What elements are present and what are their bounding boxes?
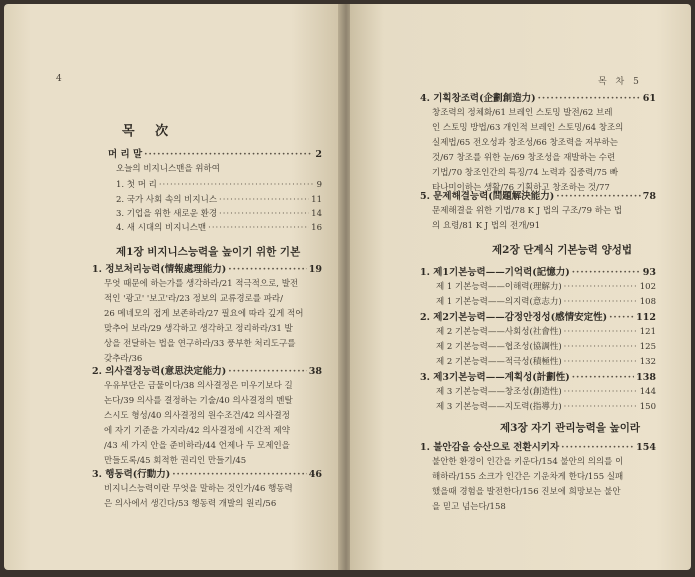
toc-entry-label: 제 2 기본능력——사회성(社會性) bbox=[436, 327, 562, 337]
leader-dots bbox=[219, 210, 309, 219]
toc-entry-page: 121 bbox=[639, 327, 656, 337]
toc-entry-label: 제 3 기본능력——지도력(指導力) bbox=[436, 402, 562, 412]
s3-body-line: 은 의사에서 생긴다/53 행동력 개발의 원리/56 bbox=[104, 499, 277, 509]
leader-dots bbox=[556, 192, 640, 202]
toc-entry-ch2-3[interactable] bbox=[420, 373, 656, 383]
leader-dots bbox=[228, 367, 306, 377]
toc-entry-intro-3[interactable] bbox=[116, 210, 322, 219]
toc-entry-label: 1. 첫 머 리 bbox=[116, 180, 157, 190]
toc-entry-page: 14 bbox=[311, 209, 322, 219]
s6-body-line: 했을때 경험을 발전한다/156 진보에 희망보는 불안 bbox=[432, 487, 621, 497]
toc-entry-ch2-3a[interactable] bbox=[436, 388, 656, 397]
toc-entry-s2[interactable] bbox=[92, 367, 322, 377]
s4-body-line: 것/67 창조를 위한 눈/69 창조성을 재발하는 수련 bbox=[432, 153, 616, 163]
s3-body-line: 비지니스능력이란 무엇을 말하는 것인가/46 행동력 bbox=[104, 484, 293, 494]
s2-body-line: 에 자기 기준을 가지라/42 의사결정에 시간적 제약 bbox=[104, 426, 290, 436]
s2-body-line: 스시도 형성/40 의사결정의 원수조건/42 의사결정 bbox=[104, 411, 290, 421]
toc-entry-intro-4[interactable] bbox=[116, 224, 322, 233]
s1-body-line: 26 메네모의 접게 보존하라/27 필요에 따라 깊게 적어 bbox=[104, 309, 304, 319]
toc-entry-label: 1. 불안감을 승산으로 전환시키자 bbox=[420, 442, 560, 453]
leader-dots bbox=[228, 265, 306, 275]
toc-entry-s1[interactable] bbox=[92, 265, 322, 275]
toc-entry-page: 2 bbox=[315, 149, 322, 160]
leader-dots bbox=[564, 283, 638, 292]
toc-entry-page: 11 bbox=[311, 195, 322, 205]
s1-body-line: 적인 '광고' '보고'라/23 정보의 교류경로를 파라/ bbox=[104, 294, 283, 304]
toc-entry-label: 1. 제1기본능력——기억력(記憶力) bbox=[420, 267, 570, 278]
leader-dots bbox=[564, 403, 638, 412]
chapter-2-heading: 제2장 단계식 기본능력 양성법 bbox=[492, 244, 632, 256]
right-page-number: 목 차 5 bbox=[598, 77, 642, 87]
toc-title: 목 次 bbox=[122, 124, 177, 139]
toc-entry-label: 3. 행동력(行動力) bbox=[92, 469, 171, 480]
leader-dots bbox=[172, 470, 307, 480]
toc-entry-label: 제 2 기본능력——적극성(積極性) bbox=[436, 357, 562, 367]
toc-entry-label: 4. 기획창조력(企劃創造力) bbox=[420, 93, 536, 104]
intro-subtitle: 오늘의 비지니스맨을 위하여 bbox=[116, 164, 220, 174]
toc-entry-page: 9 bbox=[316, 180, 322, 190]
toc-entry-s3[interactable] bbox=[92, 470, 322, 480]
toc-entry-page: 112 bbox=[636, 312, 656, 323]
toc-entry-page: 102 bbox=[639, 282, 656, 292]
toc-entry-label: 2. 국가 사회 속의 비지니스 bbox=[116, 195, 218, 205]
toc-entry-label: 3. 기업을 위한 새로운 환경 bbox=[116, 209, 218, 219]
leader-dots bbox=[564, 358, 638, 367]
toc-entry-s6[interactable] bbox=[420, 443, 656, 453]
s4-body-line: 인 스토밍 방법/63 개인적 브레인 스토밍/64 창조의 bbox=[432, 123, 624, 133]
toc-entry-label: 제 3 기본능력——창조성(創造性) bbox=[436, 387, 562, 397]
s1-body-line: 상을 전달하는 법을 연구하라/33 풍부한 처리도구를 bbox=[104, 339, 296, 349]
toc-entry-label: 2. 제2기본능력——감정안정성(感情安定性) bbox=[420, 312, 608, 323]
toc-entry-ch2-2c[interactable] bbox=[436, 358, 656, 367]
s2-body-line: 우유부단은 금물이다/38 의사결정은 미우기보다 길 bbox=[104, 381, 293, 391]
toc-entry-page: 138 bbox=[636, 372, 656, 383]
toc-entry-label: 머 리 말 bbox=[108, 149, 143, 160]
chapter-3-heading: 제3장 자기 관리능력을 높이라 bbox=[500, 422, 640, 434]
s2-body-line: 만들도록/45 회적한 권리인 만들기/45 bbox=[104, 456, 247, 466]
right-page bbox=[350, 4, 691, 570]
toc-entry-page: 46 bbox=[308, 469, 322, 480]
leader-dots bbox=[572, 268, 641, 278]
leader-dots bbox=[208, 224, 309, 233]
leader-dots bbox=[159, 181, 315, 190]
leader-dots bbox=[609, 313, 634, 323]
leader-dots bbox=[144, 150, 313, 160]
toc-entry-label: 5. 문제해결능력(問題解決能力) bbox=[420, 191, 555, 202]
toc-entry-page: 16 bbox=[311, 223, 322, 233]
leader-dots bbox=[219, 196, 309, 205]
toc-entry-s4[interactable] bbox=[420, 94, 656, 104]
toc-entry-page: 144 bbox=[639, 387, 656, 397]
toc-entry-label: 2. 의사결정능력(意思決定能力) bbox=[92, 366, 227, 377]
left-page bbox=[4, 4, 342, 570]
toc-entry-ch2-3b[interactable] bbox=[436, 403, 656, 412]
leader-dots bbox=[564, 388, 638, 397]
toc-entry-page: 61 bbox=[642, 93, 656, 104]
toc-entry-intro[interactable] bbox=[108, 150, 322, 160]
toc-entry-page: 150 bbox=[639, 402, 656, 412]
toc-entry-intro-2[interactable] bbox=[116, 196, 322, 205]
leader-dots bbox=[561, 443, 634, 453]
toc-entry-ch2-1[interactable] bbox=[420, 268, 656, 278]
leader-dots bbox=[538, 94, 641, 104]
toc-entry-page: 38 bbox=[308, 366, 322, 377]
toc-entry-page: 125 bbox=[639, 342, 656, 352]
s1-body-line: 갖추라/36 bbox=[104, 354, 143, 364]
toc-entry-page: 78 bbox=[642, 191, 656, 202]
s1-body-line: 무엇 때문에 하는가를 생각하라/21 적극적으로, 발전 bbox=[104, 279, 299, 289]
s2-body-line: /43 세 가지 안을 준비하라/44 언제나 두 모제인을 bbox=[104, 441, 290, 451]
s2-body-line: 논다/39 의사를 결정하는 기술/40 의사결정의 멘탈 bbox=[104, 396, 293, 406]
s5-body-line: 의 요령/81 K J 법의 전개/91 bbox=[432, 221, 541, 231]
leader-dots bbox=[564, 343, 638, 352]
toc-entry-label: 3. 제3기본능력——계획성(計劃性) bbox=[420, 372, 570, 383]
toc-entry-label: 제 1 기본능력——이해력(理解力) bbox=[436, 282, 562, 292]
s6-body-line: 해하라/155 소크가 인간은 기운차게 한다/155 실패 bbox=[432, 472, 624, 482]
toc-entry-page: 132 bbox=[639, 357, 656, 367]
toc-entry-s5[interactable] bbox=[420, 192, 656, 202]
toc-entry-page: 19 bbox=[308, 264, 322, 275]
toc-entry-label: 제 2 기본능력——협조성(協調性) bbox=[436, 342, 562, 352]
s4-body-line: 실제법/65 전오성과 창조성/66 창조력을 저부하는 bbox=[432, 138, 618, 148]
toc-entry-intro-1[interactable] bbox=[116, 181, 322, 190]
s6-body-line: 을 믿고 넘는다/158 bbox=[432, 502, 506, 512]
toc-entry-page: 108 bbox=[639, 297, 656, 307]
toc-entry-ch2-1b[interactable] bbox=[436, 298, 656, 307]
toc-entry-label: 제 1 기본능력——의지력(意志力) bbox=[436, 297, 562, 307]
toc-entry-ch2-1a[interactable] bbox=[436, 283, 656, 292]
toc-entry-ch2-2a[interactable] bbox=[436, 328, 656, 337]
left-page-number: 4 bbox=[56, 74, 62, 84]
s5-body-line: 문제해결을 위한 기법/78 K J 법의 구조/79 하는 법 bbox=[432, 206, 623, 216]
s4-body-line: 기법/70 창조인간의 특징/74 노력과 집중력/75 빠 bbox=[432, 168, 618, 178]
s1-body-line: 맞추어 보라/29 생각하고 생각하고 정리하라/31 발 bbox=[104, 324, 293, 334]
s4-body-line: 창조력의 정체화/61 브레인 스토밍 발전/62 브레 bbox=[432, 108, 613, 118]
toc-entry-label: 4. 새 시대의 비지니스맨 bbox=[116, 223, 207, 233]
toc-entry-ch2-2[interactable] bbox=[420, 313, 656, 323]
leader-dots bbox=[564, 328, 638, 337]
toc-entry-page: 93 bbox=[642, 267, 656, 278]
s4-body-line: 타나미이하는 생활/76 기획하고 창조하는 것/77 bbox=[432, 183, 610, 193]
leader-dots bbox=[572, 373, 634, 383]
s6-body-line: 불안한 환경이 인간을 키운다/154 불안의 의의를 이 bbox=[432, 457, 624, 467]
leader-dots bbox=[564, 298, 638, 307]
toc-entry-ch2-2b[interactable] bbox=[436, 343, 656, 352]
toc-entry-page: 154 bbox=[636, 442, 656, 453]
toc-entry-label: 1. 정보처리능력(情報處理能力) bbox=[92, 264, 227, 275]
chapter-1-heading: 제1장 비지니스능력을 높이기 위한 기본 bbox=[116, 246, 301, 258]
